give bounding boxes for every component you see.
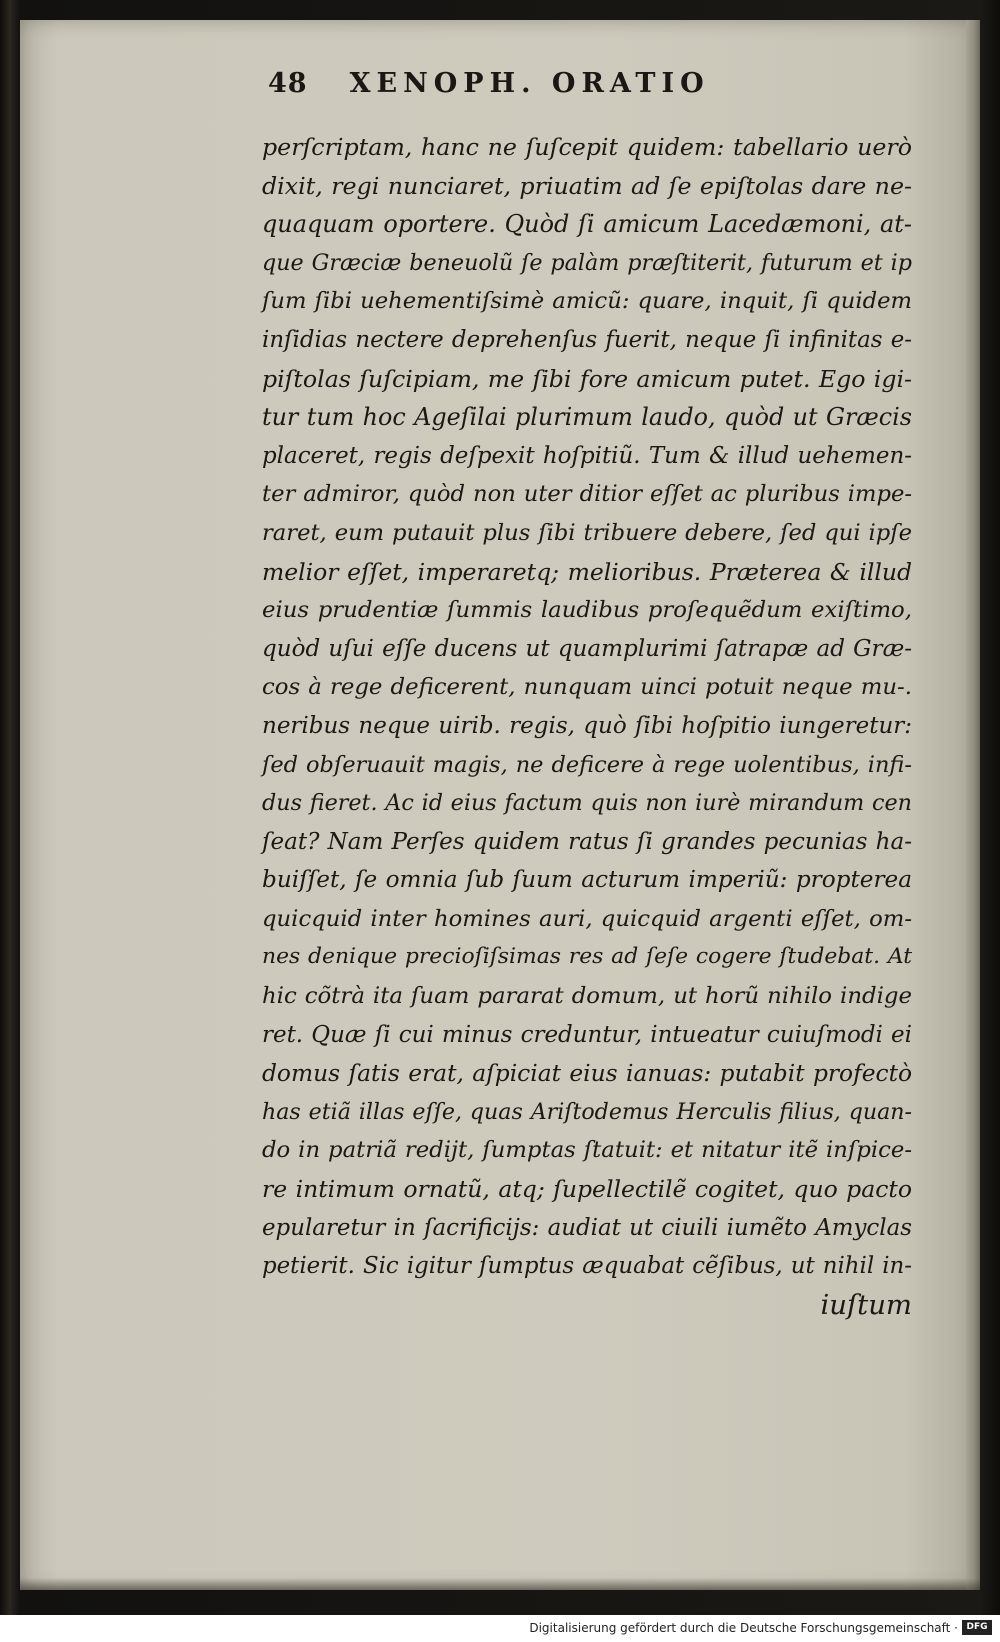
catchword: iuſtum <box>820 1288 912 1321</box>
digitization-footer <box>0 1615 1000 1642</box>
text-line: petierit. Sic igitur ſumptus æquabat cẽſibus, ut nihil in- <box>262 1253 912 1280</box>
text-line: dus fieret. Ac id eius factum quis non iurè mirandum cen <box>262 790 912 817</box>
text-line: do in patriã rediјt, ſumptas ſtatuit: et nitatur itẽ inſpice- <box>262 1137 912 1164</box>
text-line: piſtolas ſuſcipiam, me ſibi fore amicum putet. Ego igi- <box>262 364 912 393</box>
text-line: cos à rege deficerent, nunquam uinci potuit neque mu-. <box>262 674 912 701</box>
text-line: raret, eum putauit plus ſibi tribuere debere, ſed qui ipſe <box>262 519 912 546</box>
text-line: melior eſſet, imperaretq; melioribus. Præterea & illud <box>262 557 912 586</box>
body-text <box>262 128 912 1324</box>
page-edge <box>966 20 980 1590</box>
text-line: nes denique precioſiſsimas res ad ſeſe cogere ſtudebat. At <box>262 944 912 970</box>
text-line: quaquam oportere. Quòd ſi amicum Lacedæmoni, at- <box>262 210 912 239</box>
page-number: 48 <box>268 68 308 99</box>
text-line: ret. Quæ ſi cui minus creduntur, intueatur cuiuſmodi ei <box>262 1021 912 1048</box>
running-title: XENOPH. ORATIO <box>349 68 710 99</box>
running-head <box>268 68 788 108</box>
text-line: domus ſatis erat, aſpiciat eius ianuas: putabit profectò <box>262 1059 912 1088</box>
text-line: inſidias nectere deprehenſus fuerit, neque ſi infinitas e- <box>262 326 912 353</box>
text-line: eius prudentiæ ſummis laudibus proſequẽdum exiſtimo, <box>262 597 912 624</box>
text-line: has etiã illas eſſe, quas Ariſtodemus Herculis filius, quan- <box>262 1098 912 1125</box>
text-line: quòd uſui eſſe ducens ut quamplurimi ſatrapæ ad Græ- <box>262 635 912 662</box>
dfg-logo-icon: DFG <box>962 1620 992 1635</box>
text-line: neribus neque uirib. regis, quò ſibi hoſpitio iungeretur: <box>262 712 912 739</box>
funding-credit: Digitalisierung gefördert durch die Deutsche Forschungsgemeinschaft · <box>529 1621 958 1635</box>
text-line: perſcriptam, hanc ne ſuſcepit quidem: tabellario uerò <box>262 133 912 161</box>
text-line: epularetur in ſacrificiјs: audiat ut ciuili iumẽto Amyclas <box>262 1214 912 1241</box>
text-line: placeret, regis deſpexit hoſpitiũ. Tum & illud uehemen- <box>262 442 912 469</box>
text-line: que Græciæ beneuolũ ſe palàm præſtiterit, futurum et ip <box>262 249 912 276</box>
text-line: quicquid inter homines auri, quicquid argenti eſſet, om- <box>262 905 912 932</box>
text-line: buiſſet, ſe omnia ſub ſuum acturum imperiũ: propterea <box>262 867 912 894</box>
text-line: tur tum hoc Ageſilai plurimum laudo, quòd ut Græcis <box>262 403 912 432</box>
text-line: ſeat? Nam Perſes quidem ratus ſi grandes pecunias ha- <box>262 828 912 855</box>
text-line: re intimum ornatũ, atq; ſupellectilẽ cogitet, quo pacto <box>262 1175 912 1204</box>
text-line: hic cõtrà ita ſuam pararat domum, ut horũ nihilo indige <box>262 983 912 1010</box>
text-line: dixit, regi nunciaret, priuatim ad ſe epiſtolas dare ne- <box>262 171 912 200</box>
text-line: ſed obſeruauit magis, ne deficere à rege uolentibus, infi- <box>262 751 912 778</box>
page-bottom-shadow <box>20 1578 980 1590</box>
text-line: ſum ſibi uehementiſsimè amicũ: quare, inquit, ſi quidem <box>262 288 912 315</box>
text-line: ter admiror, quòd non uter ditior eſſet ac pluribus impe- <box>262 481 912 508</box>
